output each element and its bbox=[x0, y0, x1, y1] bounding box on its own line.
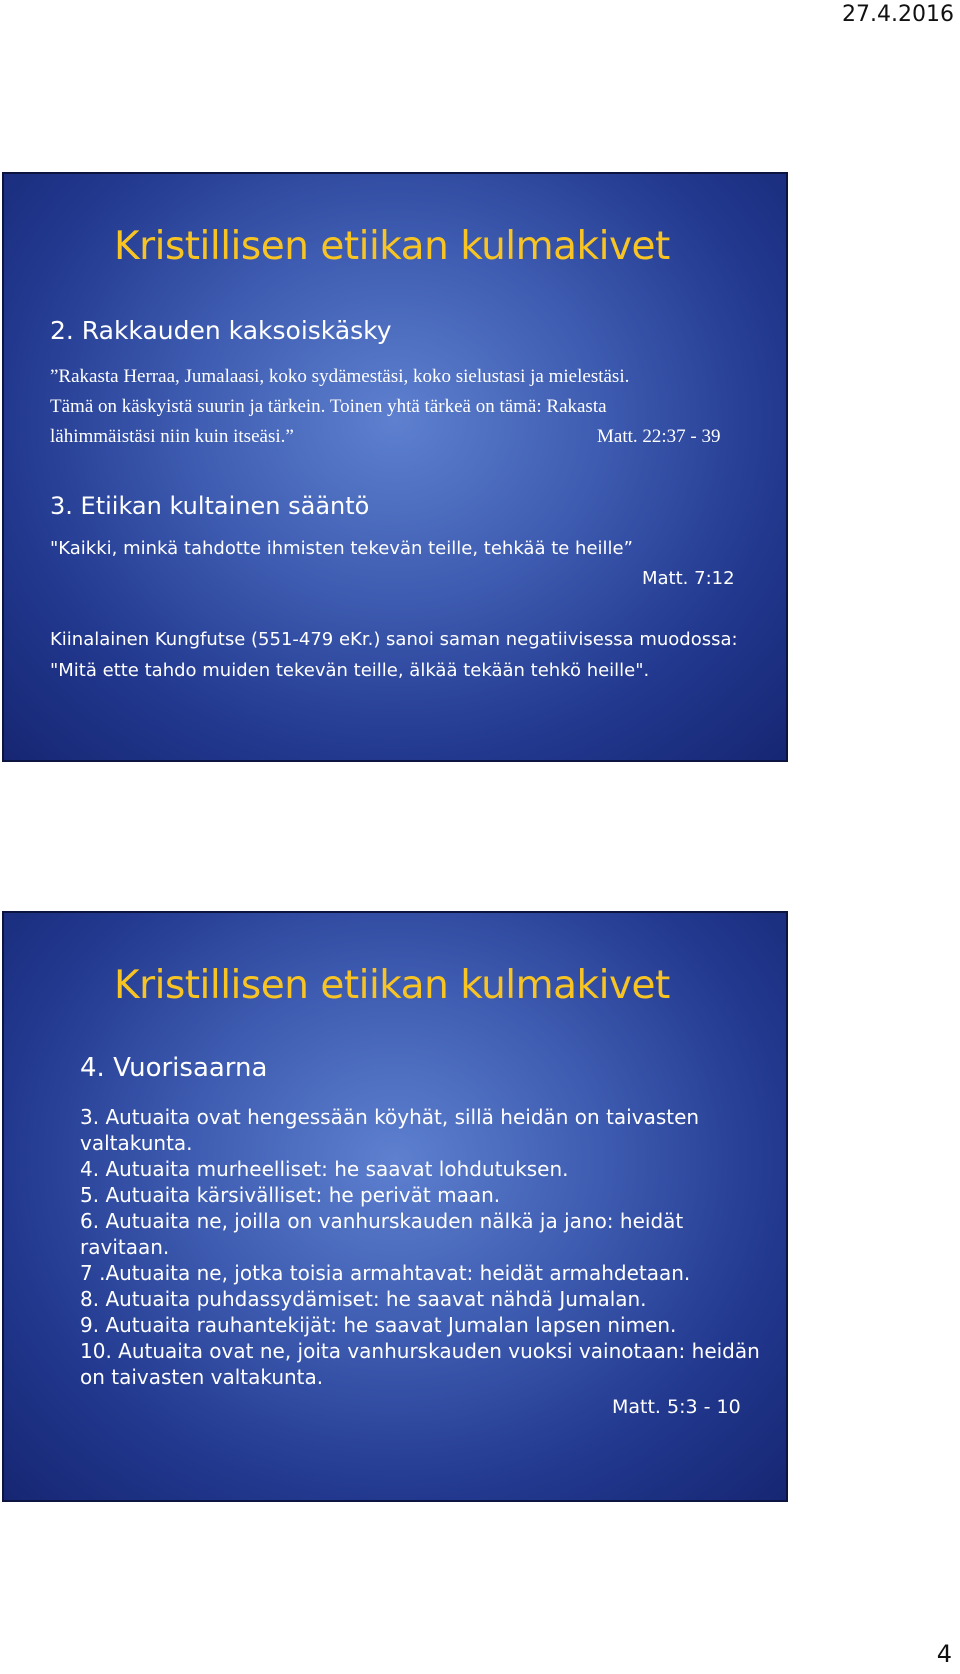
beatitude-line: 10. Autuaita ovat ne, joita vanhurskauden vuoksi vainotaan: heidän bbox=[80, 1339, 760, 1363]
bible-reference: Matt. 7:12 bbox=[642, 568, 735, 589]
page-number: 4 bbox=[936, 1640, 952, 1668]
slide-2 bbox=[4, 913, 786, 1500]
slide-title: Kristillisen etiikan kulmakivet bbox=[114, 224, 670, 269]
section-heading-4: 4. Vuorisaarna bbox=[80, 1053, 268, 1083]
section-heading-3: 3. Etiikan kultainen sääntö bbox=[50, 492, 370, 520]
beatitude-line: on taivasten valtakunta. bbox=[80, 1365, 324, 1389]
quote-line-2: Tämä on käskyistä suurin ja tärkein. Toinen yhtä tärkeä on tämä: Rakasta bbox=[50, 396, 607, 417]
beatitude-line: 3. Autuaita ovat hengessään köyhät, sillä heidän on taivasten bbox=[80, 1105, 700, 1129]
beatitude-line: 8. Autuaita puhdassydämiset: he saavat nähdä Jumalan. bbox=[80, 1287, 647, 1311]
section-heading-2: 2. Rakkauden kaksoiskäsky bbox=[50, 316, 392, 345]
quote-line-1: ”Rakasta Herraa, Jumalaasi, koko sydämestäsi, koko sielustasi ja mielestäsi. bbox=[50, 366, 630, 387]
bible-reference: Matt. 22:37 - 39 bbox=[597, 426, 721, 447]
beatitude-line: 4. Autuaita murheelliset: he saavat lohdutuksen. bbox=[80, 1157, 569, 1181]
golden-rule-quote: "Kaikki, minkä tahdotte ihmisten tekevän teille, tehkää te heille” bbox=[50, 538, 633, 559]
quote-line-3: lähimmäistäsi niin kuin itseäsi.” bbox=[50, 426, 294, 447]
beatitude-line: ravitaan. bbox=[80, 1235, 170, 1259]
bible-reference: Matt. 5:3 - 10 bbox=[612, 1396, 741, 1418]
beatitude-line: 7 .Autuaita ne, jotka toisia armahtavat: heidät armahdetaan. bbox=[80, 1261, 691, 1285]
confucius-note-line-1: Kiinalainen Kungfutse (551-479 eKr.) sanoi saman negatiivisessa muodossa: bbox=[50, 629, 738, 650]
page-date: 27.4.2016 bbox=[842, 2, 954, 27]
beatitude-line: 5. Autuaita kärsivälliset: he perivät maan. bbox=[80, 1183, 501, 1207]
slide-1 bbox=[4, 174, 786, 760]
beatitude-line: 6. Autuaita ne, joilla on vanhurskauden nälkä ja jano: heidät bbox=[80, 1209, 684, 1233]
beatitude-line: valtakunta. bbox=[80, 1131, 193, 1155]
slide-title: Kristillisen etiikan kulmakivet bbox=[114, 963, 670, 1008]
confucius-note-line-2: "Mitä ette tahdo muiden tekevän teille, älkää tekään tehkö heille". bbox=[50, 660, 650, 681]
beatitude-line: 9. Autuaita rauhantekijät: he saavat Jumalan lapsen nimen. bbox=[80, 1313, 677, 1337]
